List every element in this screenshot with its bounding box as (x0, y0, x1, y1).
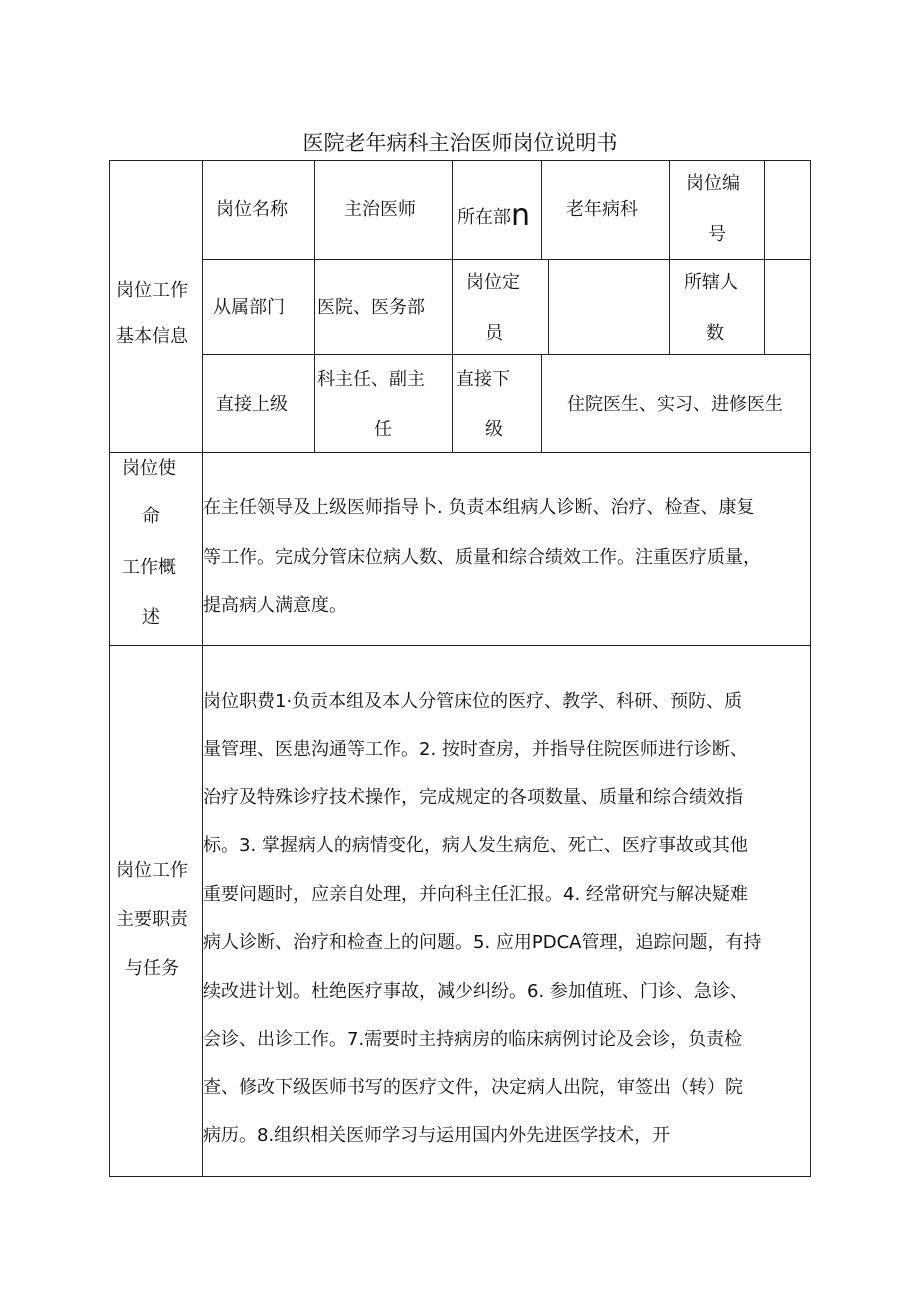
cell-divider (764, 160, 765, 259)
cell-divider (452, 354, 453, 452)
duties-text-line: 标。3. 掌握病人的病情变化，病人发生病危、死亡、医疗事故或其他 (203, 835, 748, 856)
cell-divider (452, 259, 453, 354)
mission-text-line: 等工作。完成分管床位病人数、质量和综合绩效工作。注重医疗质量， (203, 547, 761, 568)
cell-divider (541, 354, 542, 452)
subordinate-value: 住院医生、实习、进修医生 (567, 394, 783, 415)
duties-text-line: 续改进计划。杜绝医疗事故，减少纠纷。6. 参加值班、门诊、急诊、 (203, 981, 748, 1002)
table-border-top (109, 160, 811, 161)
row-divider (202, 354, 811, 355)
mission-header-line3: 工作概 (122, 557, 176, 578)
subordinates-label-line2: 数 (706, 323, 724, 344)
post-no-label-line1: 岗位编 (686, 173, 740, 194)
cell-divider (314, 259, 315, 354)
subordinate-label-line2: 级 (485, 419, 503, 440)
staffing-label-line1: 岗位定 (466, 272, 520, 293)
cell-divider (669, 160, 670, 259)
mission-header-line4: 述 (142, 607, 160, 628)
cell-divider (541, 160, 542, 259)
superior-label: 直接上级 (216, 394, 288, 415)
duties-text-line: 治疗及特殊诊疗技术操作，完成规定的各项数量、质量和综合绩效指 (203, 787, 743, 808)
cell-divider (548, 259, 549, 354)
superior-value-line1: 科主任、副主 (317, 369, 425, 390)
duties-text-line: 量管理、医患沟通等工作。2. 按时查房，并指导住院医师进行诊断、 (203, 739, 748, 760)
duties-header-line2: 主要职责 (116, 909, 188, 930)
mission-text-line: 在主任领导及上级医师指导卜. 负责本组病人诊断、治疗、检查、康复 (203, 497, 755, 518)
cell-divider (764, 259, 765, 354)
staffing-label-line2: 员 (485, 323, 503, 344)
duties-text-line: 会诊、出诊工作。7.需要时主持病房的临床病例讨论及会诊，负责检 (203, 1029, 743, 1050)
duties-header-line3: 与任务 (125, 958, 179, 979)
table-border-right (810, 160, 811, 1177)
table-border-bottom (109, 1176, 811, 1177)
header-column-divider (202, 160, 203, 1177)
duties-text-line: 查、修改下级医师书写的医疗文件，决定病人出院，审签出（转）院 (203, 1077, 743, 1098)
duties-text-line: 病历。8.组织相关医师学习与运用国内外先进医学技术，开 (203, 1125, 671, 1146)
cell-divider (669, 259, 670, 354)
subordinates-label-line1: 所辖人 (684, 272, 738, 293)
post-no-label-line2: 号 (708, 224, 726, 245)
post-name-label: 岗位名称 (216, 199, 288, 220)
dept-value: 老年病科 (566, 199, 638, 220)
cell-divider (452, 160, 453, 259)
dept-label-text: 所在部 (457, 207, 511, 228)
mission-header-line2: 命 (142, 506, 160, 527)
basic-info-header-line2: 基本信息 (116, 326, 188, 347)
section-divider (109, 645, 811, 646)
duties-text-line: 重要问题时，应亲自处理，并向科主任汇报。4. 经常研究与解决疑难 (203, 884, 748, 905)
duties-text-line: 岗位职费1·负贡本组及本人分管床位的医疗、教学、科研、预防、质 (203, 691, 743, 712)
superior-value-line2: 任 (374, 419, 392, 440)
dept-label-tail: n (511, 198, 531, 233)
parent-dept-label: 从属部门 (213, 297, 285, 318)
parent-dept-value: 医院、医务部 (317, 297, 425, 318)
duties-header-line1: 岗位工作 (116, 860, 188, 881)
post-name-value: 主治医师 (344, 199, 416, 220)
table-border-left (109, 160, 110, 1177)
cell-divider (314, 160, 315, 259)
row-divider (202, 259, 811, 260)
subordinate-label-line1: 直接下 (456, 369, 510, 390)
mission-text-line: 提高病人满意度。 (203, 595, 347, 616)
cell-divider (314, 354, 315, 452)
duties-text-line: 病人诊断、治疗和检查上的问题。5. 应用PDCA管理，追踪问题，有持 (203, 932, 762, 953)
basic-info-header-line1: 岗位工作 (116, 280, 188, 301)
section-divider (109, 452, 811, 453)
dept-label (457, 198, 531, 233)
page-title: 医院老年病科主治医师岗位说明书 (302, 131, 618, 155)
mission-header-line1: 岗位使 (122, 458, 176, 479)
